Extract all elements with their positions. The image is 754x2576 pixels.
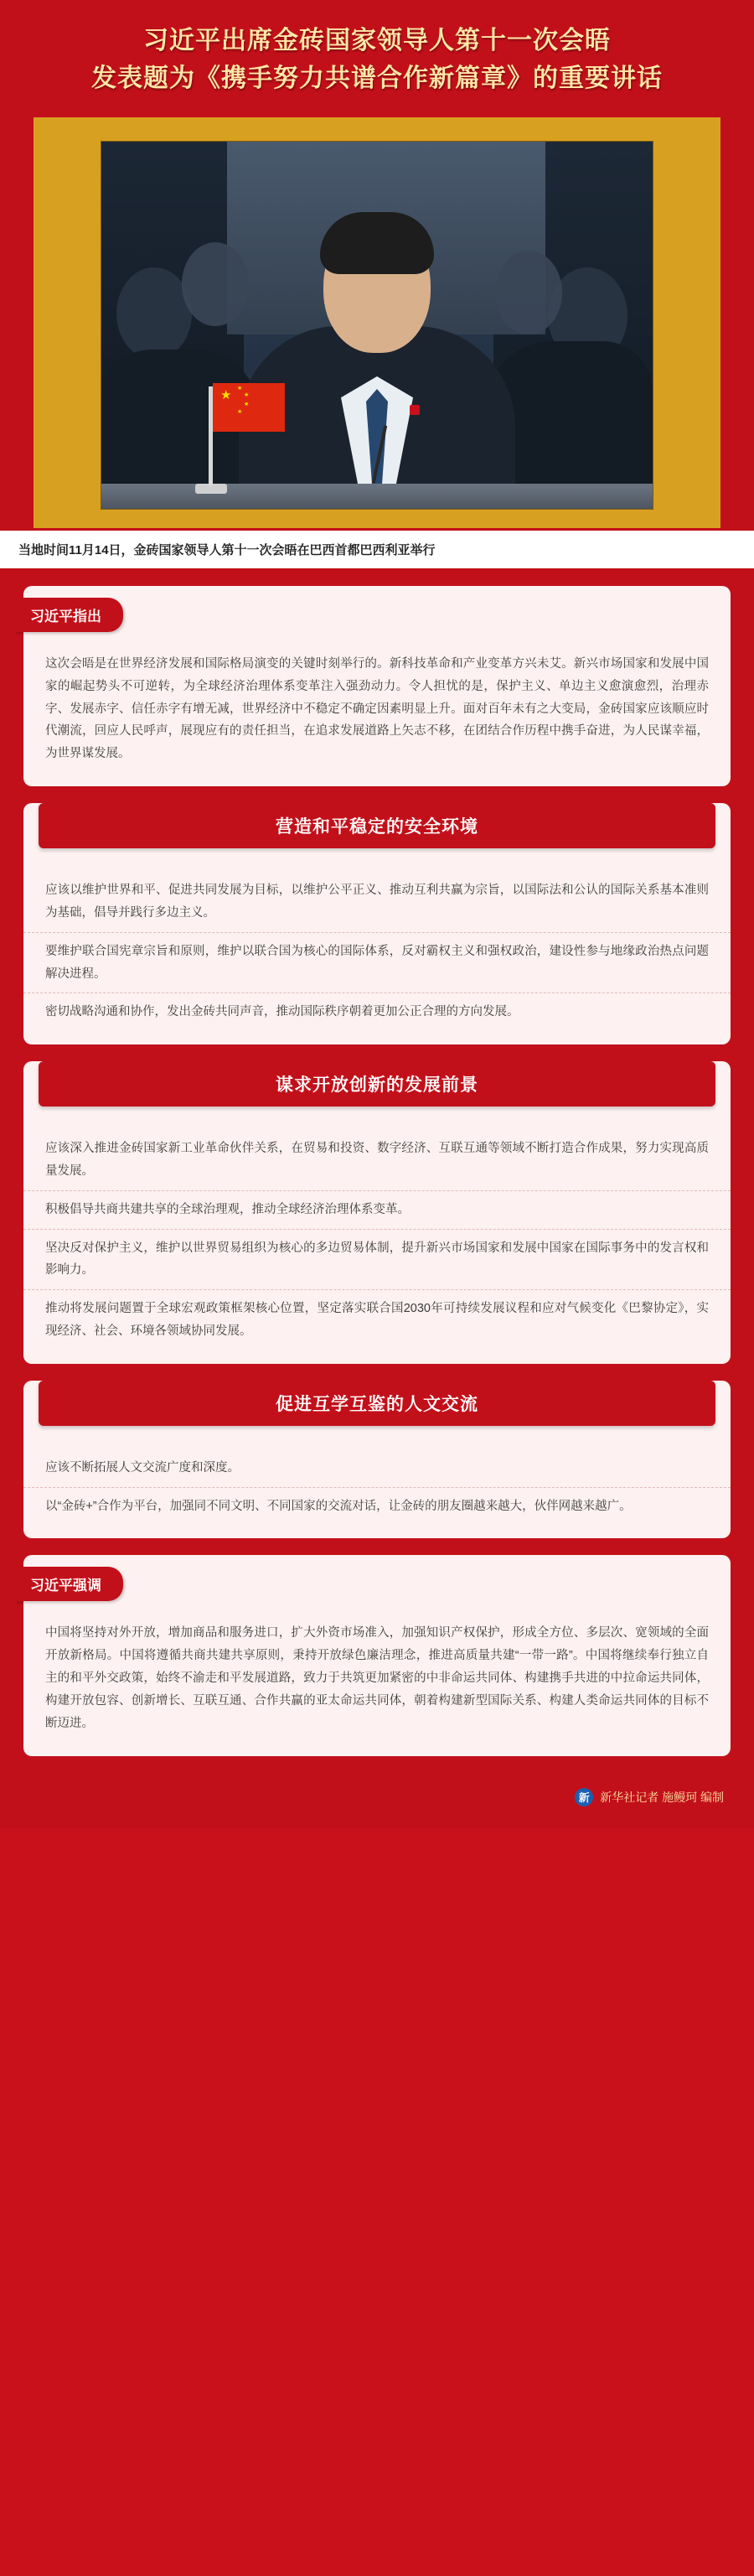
section-tag-wrap bbox=[23, 586, 731, 630]
section-paragraph: 积极倡导共商共建共享的全球治理观，推动全球经济治理体系变革。 bbox=[23, 1190, 731, 1229]
flag-star-small-icon: ★ bbox=[244, 402, 250, 407]
xinhua-logo-icon: 新 bbox=[575, 1788, 593, 1806]
photo-frame bbox=[34, 117, 720, 528]
desk bbox=[101, 484, 653, 509]
section-tag-label: 习近平指出 bbox=[15, 598, 123, 632]
meeting-photo bbox=[101, 141, 653, 510]
background-person-icon bbox=[495, 251, 562, 334]
section-banner-title: 谋求开放创新的发展前景 bbox=[39, 1061, 715, 1107]
footer-credit: 新华社记者 施鳗珂 编制 bbox=[600, 1790, 724, 1804]
section-tag-label: 习近平强调 bbox=[15, 1567, 123, 1601]
section-tag-wrap bbox=[23, 1555, 731, 1599]
title-line-1: 习近平出席金砖国家领导人第十一次会晤 bbox=[143, 27, 611, 54]
section-paragraph: 这次会晤是在世界经济发展和国际格局演变的关键时刻举行的。新科技革命和产业变革方兴未艾。新兴市场国家和发展中国家的崛起势头不可逆转，为全球经济治理体系变革注入强劲动力。令人担忧的是，保护主义、单边主义愈演愈烈，治理赤字、发展赤字、信任赤字有增无减，世界经济中不稳定不确定因素明显上升。面对百年未有之大变局，金砖国家应该顺应时代潮流，回应人民呼声，展现应有的责任担当，在追求发展道路上矢志不移，在团结合作历程中携手奋进，为人民谋幸福，为世界谋发展。 bbox=[45, 657, 709, 761]
section-paragraph: 应该深入推进金砖国家新工业革命伙伴关系，在贸易和投资、数字经济、互联互通等领域不断打造合作成果，努力实现高质量发展。 bbox=[45, 1142, 709, 1178]
background-person-icon bbox=[116, 267, 192, 360]
section-paragraph: 密切战略沟通和协作，发出金砖共同声音，推动国际秩序朝着更加公正合理的方向发展。 bbox=[23, 993, 731, 1031]
page-title bbox=[0, 0, 754, 112]
section-paragraph: 应该不断拓展人文交流广度和深度。 bbox=[45, 1460, 240, 1475]
subject-hair bbox=[320, 212, 434, 274]
section-paragraph: 中国将坚持对外开放，增加商品和服务进口，扩大外资市场准入，加强知识产权保护，形成全方位、多层次、宽领域的全面开放新格局。中国将遵循共商共建共享原则，秉持开放绿色廉洁理念，推进高质量共建“一带一路”。中国将继续奉行独立自主的和平外交政策，始终不渝走和平发展道路，致力于共筑更加紧密的中非命运共同体、构建携手共进的中拉命运共同体，构建开放包容、创新增长、互联互通、合作共赢的亚太命运共同体，朝着构建新型国际关系、构建人类命运共同体的目标不断迈进。 bbox=[45, 1626, 709, 1730]
section-panel bbox=[23, 1381, 731, 1539]
flag-star-large-icon: ★ bbox=[220, 388, 232, 402]
section-panel bbox=[23, 586, 731, 786]
section-panel bbox=[23, 1555, 731, 1755]
section-paragraph: 推动将发展问题置于全球宏观政策框架核心位置，坚定落实联合国2030年可持续发展议程和应对气候变化《巴黎协定》，实现经济、社会、环境各领域协同发展。 bbox=[23, 1289, 731, 1350]
footer bbox=[0, 1773, 754, 1828]
photo-caption: 当地时间11月14日，金砖国家领导人第十一次会晤在巴西首都巴西利亚举行 bbox=[0, 528, 754, 571]
flag-star-small-icon: ★ bbox=[237, 386, 243, 391]
section-paragraph: 以“金砖+”合作为平台，加强同不同文明、不同国家的交流对话，让金砖的朋友圈越来越大，伙伴网越来越广。 bbox=[23, 1487, 731, 1526]
section-paragraph: 应该以维护世界和平、促进共同发展为目标，以维护公平正义、推动互利共赢为宗旨，以国际法和公认的国际关系基本准则为基础，倡导并践行多边主义。 bbox=[45, 884, 709, 920]
section-paragraph: 坚决反对保护主义，维护以世界贸易组织为核心的多边贸易体制，提升新兴市场国家和发展中国家在国际事务中的发言权和影响力。 bbox=[23, 1229, 731, 1290]
flag-star-small-icon: ★ bbox=[244, 392, 250, 398]
section-banner-title: 营造和平稳定的安全环境 bbox=[39, 803, 715, 848]
title-line-2: 发表题为《携手努力共谱合作新篇章》的重要讲话 bbox=[91, 65, 663, 92]
background-person-icon bbox=[182, 242, 249, 326]
section-paragraph: 要维护联合国宪章宗旨和原则，维护以联合国为核心的国际体系，反对霸权主义和强权政治，建设性参与地缘政治热点问题解决进程。 bbox=[23, 932, 731, 993]
section-banner-title: 促进互学互鉴的人文交流 bbox=[39, 1381, 715, 1426]
section-panel bbox=[23, 1061, 731, 1364]
section-panel bbox=[23, 803, 731, 1044]
lapel-badge-icon bbox=[410, 405, 420, 415]
flag-star-small-icon: ★ bbox=[237, 409, 243, 415]
